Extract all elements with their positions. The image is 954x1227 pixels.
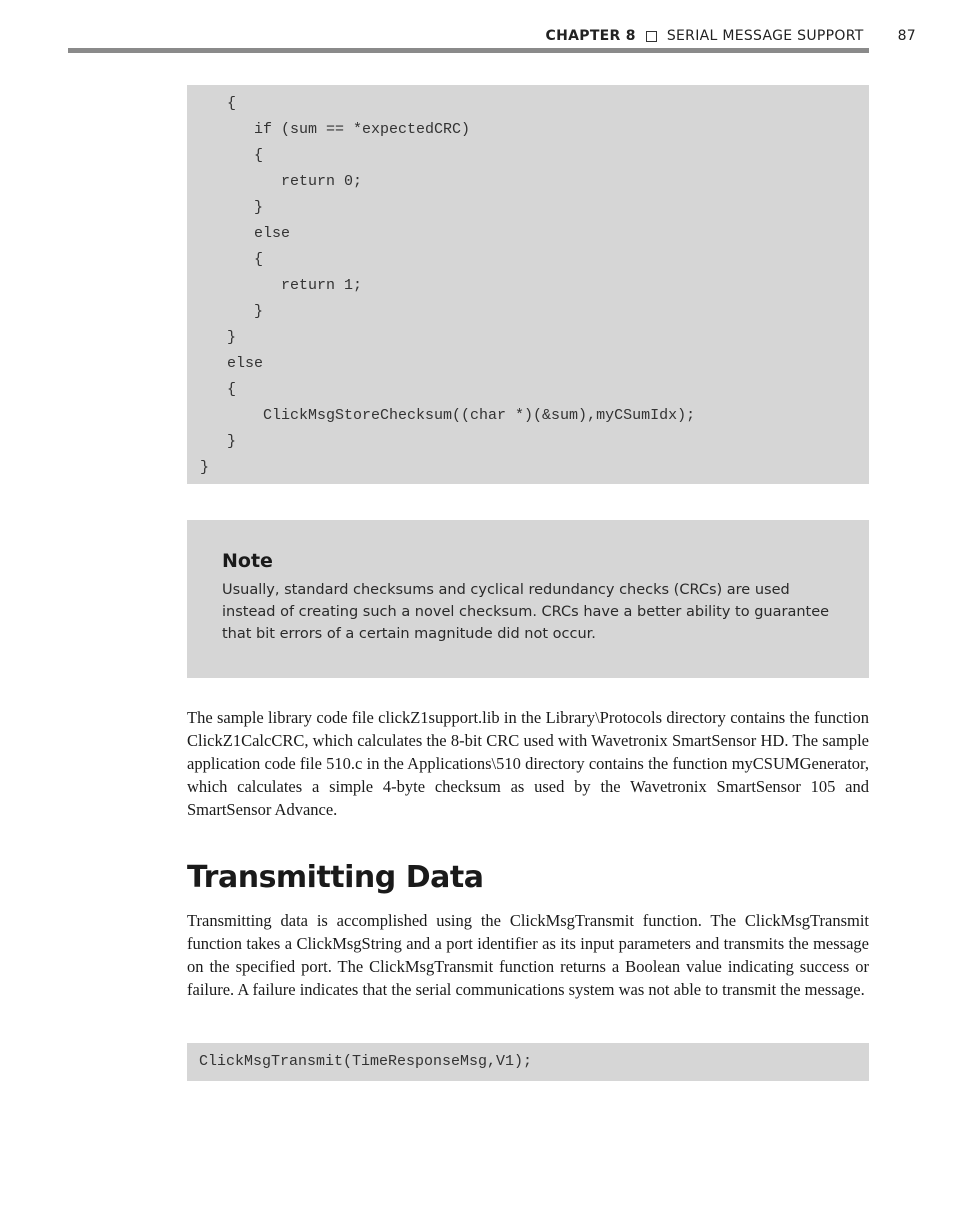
body-paragraph-crc-files: The sample library code file clickZ1support.lib in the Library\Protocols directory contains the function ClickZ1CalcCRC, which calculates the 8-bit CRC used with Wavetronix SmartSensor HD. The sample application code file 510.c in the Applications\510 directory contains the function myCSUMGenerator, which calculates a simple 4-byte checksum as used by the Wavetronix SmartSensor 105 and SmartSensor Advance. (187, 708, 869, 819)
note-body: Usually, standard checksums and cyclical redundancy checks (CRCs) are used instead of creating such a novel checksum. CRCs have a better ability to guarantee that bit errors of a certain magnitude did not occur. (222, 582, 830, 642)
section-label: SERIAL MESSAGE SUPPORT (666, 28, 864, 44)
note-title: Note (222, 550, 273, 572)
running-header (68, 26, 916, 46)
code-block-checksum: { if (sum == *expectedCRC) { return 0; } else { return 1; } } else { ClickMsgStoreChecksum((char *)(&sum),myCSumIdx); } } (187, 85, 869, 484)
note-box (187, 520, 869, 678)
code-block-transmit: ClickMsgTransmit(TimeResponseMsg,V1); (187, 1043, 869, 1081)
page-number: 87 (897, 28, 916, 44)
section-heading: Transmitting Data (187, 860, 484, 895)
chapter-label: CHAPTER 8 (545, 28, 636, 44)
header-rule (68, 48, 869, 53)
body-paragraph-transmitting: Transmitting data is accomplished using the ClickMsgTransmit function. The ClickMsgTransmit function takes a ClickMsgString and a port identifier as its input parameters and transmits the message on the specified port. The ClickMsgTransmit function returns a Boolean value indicating success or failure. A failure indicates that the serial communications system was not able to transmit the message. (187, 911, 869, 999)
square-separator-icon (646, 31, 657, 42)
